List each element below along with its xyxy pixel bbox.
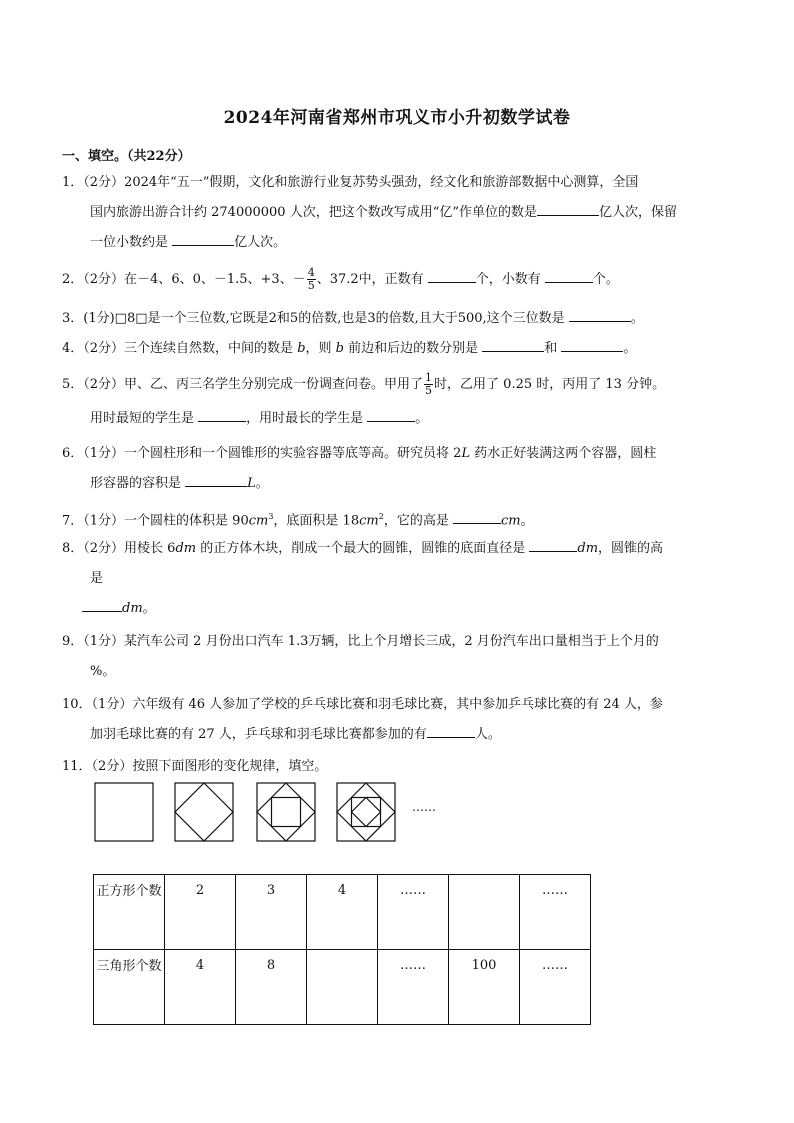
table-cell: 4 bbox=[165, 950, 236, 1025]
question-3: 3．(1分)□8□是一个三位数,它既是2和5的倍数,也是3的倍数,且大于500,这个三位数是 。 bbox=[62, 304, 732, 334]
table-cell: 4 bbox=[307, 875, 378, 950]
table-cell: …… bbox=[520, 875, 591, 950]
question-8: 8．（2分）用棱长 6dm 的正方体木块，削成一个最大的圆锥，圆锥的底面直径是 dm，圆锥的高 是 dm。 bbox=[62, 534, 732, 624]
answer-blank[interactable] bbox=[545, 268, 593, 283]
page-title: 2024年河南省郑州市巩义市小升初数学试卷 bbox=[223, 108, 571, 128]
section-heading: 一、填空。（共22分） bbox=[62, 149, 191, 164]
table-cell: …… bbox=[378, 950, 449, 1025]
answer-blank[interactable] bbox=[529, 537, 577, 552]
table-cell: 8 bbox=[236, 950, 307, 1025]
table-row bbox=[94, 950, 591, 1025]
pattern-table bbox=[93, 874, 591, 1025]
answer-blank[interactable] bbox=[569, 307, 631, 322]
answer-blank[interactable] bbox=[428, 268, 476, 283]
table-cell-blank[interactable] bbox=[307, 950, 378, 1025]
question-7: 7．（1分）一个圆柱的体积是 $90cm^3$，底面积是 $18cm^2$，它的高是 cm。 bbox=[62, 502, 732, 536]
question-4: 4．（2分）三个连续自然数，中间的数是 b，则 b 前边和后边的数分别是 和 。 bbox=[62, 334, 732, 364]
answer-blank[interactable] bbox=[198, 407, 246, 422]
answer-blank[interactable] bbox=[185, 472, 247, 487]
question-11: 11．（2分）按照下面图形的变化规律，填空。 bbox=[62, 759, 328, 774]
answer-blank[interactable] bbox=[82, 597, 122, 612]
pattern-figure-1 bbox=[94, 782, 154, 842]
question-10: 10．（1分）六年级有 46 人参加了学校的乒乓球比赛和羽毛球比赛，其中参加乒乓球比赛的有 24 人，参 加羽毛球比赛的有 27 人，乒乓球和羽毛球比赛都参加的有 人。 bbox=[62, 697, 663, 742]
table-cell: 正方形个数 bbox=[94, 875, 165, 950]
question-6: 6．（1分）一个圆柱形和一个圆锥形的实验容器等底等高。研究员将 2L 药水正好装满这两个容器，圆柱 形容器的容积是 L。 bbox=[62, 446, 657, 491]
fraction: $\frac{1}{5}$ bbox=[425, 371, 433, 397]
table-cell: …… bbox=[520, 950, 591, 1025]
table-cell: 2 bbox=[165, 875, 236, 950]
answer-blank[interactable] bbox=[537, 201, 599, 216]
pattern-figure-2 bbox=[174, 782, 234, 842]
table-row bbox=[94, 875, 591, 950]
pattern-figure-4 bbox=[336, 782, 396, 842]
answer-blank[interactable] bbox=[561, 337, 623, 352]
answer-blank[interactable] bbox=[367, 407, 415, 422]
answer-blank[interactable] bbox=[453, 509, 501, 524]
question-5: 5．（2分）甲、乙、丙三名学生分别完成一份调查问卷。甲用了 $\frac{1}{5}$ 时，乙用了 0.25 时，丙用了 13 分钟。 用时最短的学生是 ，用时最长的学生是 。 bbox=[62, 371, 666, 426]
pattern-figure-3 bbox=[256, 782, 316, 842]
answer-blank[interactable] bbox=[172, 231, 234, 246]
fraction: $\frac{4}{5}$ bbox=[307, 266, 315, 292]
table-cell: 100 bbox=[449, 950, 520, 1025]
question-2: 2．（2分）在－4、6、0、－1.5、+3、－ $\frac{4}{5}$ 、37.2中，正数有 个，小数有 个。 bbox=[62, 266, 619, 292]
answer-blank[interactable] bbox=[482, 337, 544, 352]
table-cell: …… bbox=[378, 875, 449, 950]
continuation-dots: …… bbox=[412, 800, 436, 814]
question-1: 1．（2分）2024年“五一”假期，文化和旅游行业复苏势头强劲，经文化和旅游部数据中心测算，全国 国内旅游出游合计约 274000000 人次，把这个数改写成用“亿”作单位的数是 亿人次，保留 一位小数约是 亿人次。 bbox=[62, 175, 678, 250]
table-cell: 3 bbox=[236, 875, 307, 950]
table-cell-blank[interactable] bbox=[449, 875, 520, 950]
table-cell: 三角形个数 bbox=[94, 950, 165, 1025]
answer-blank[interactable] bbox=[427, 723, 475, 738]
question-9: 9．（1分）某汽车公司 2 月份出口汽车 1.3万辆，比上个月增长三成，2 月份汽车出口量相当于上个月的 %。 bbox=[62, 634, 659, 679]
